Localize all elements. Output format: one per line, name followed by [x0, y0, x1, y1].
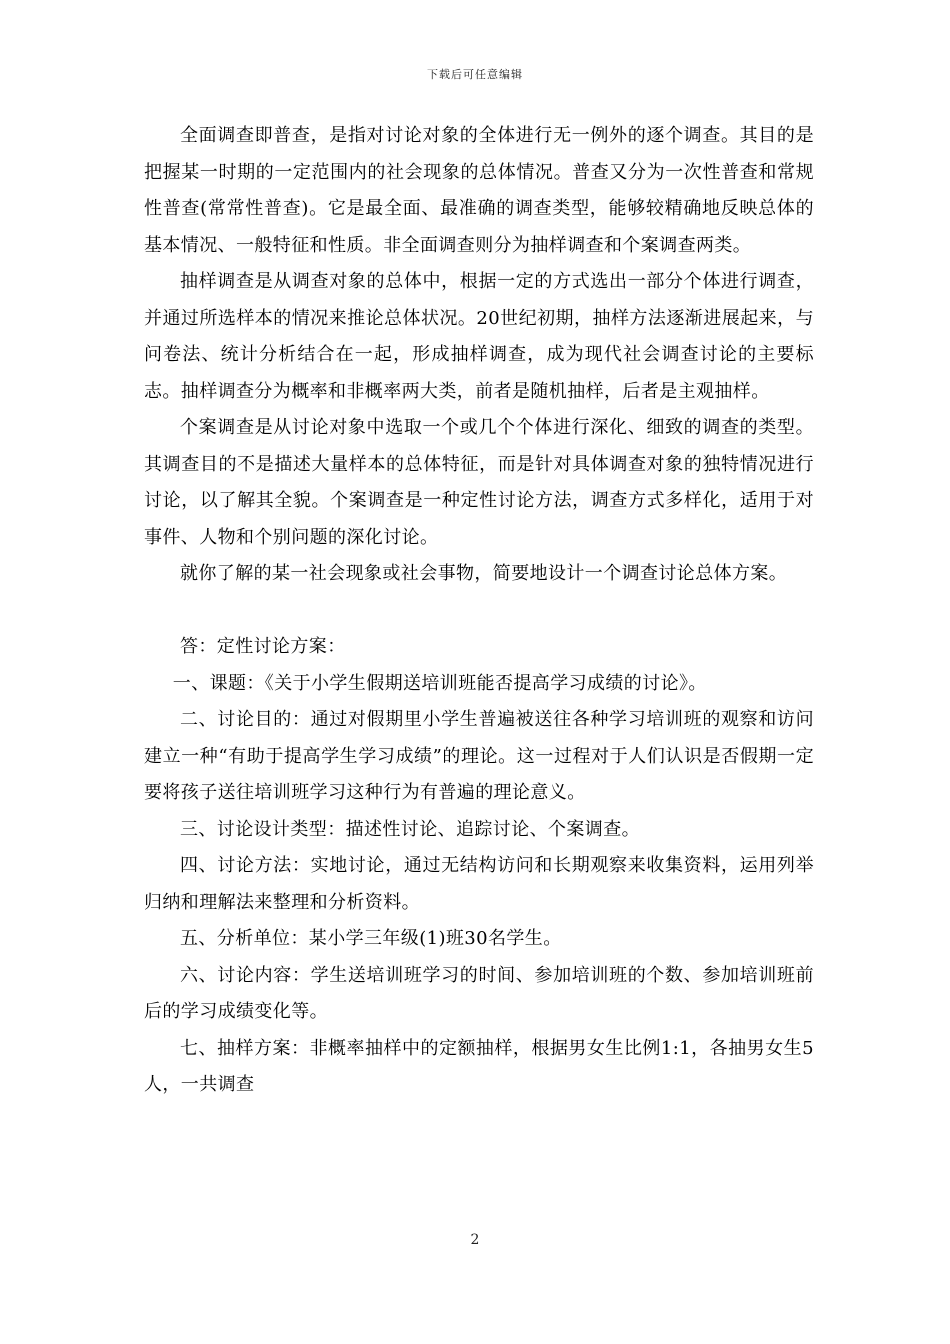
blank-line: [144, 593, 814, 630]
answer-item-design-type: 三、讨论设计类型：描述性讨论、追踪讨论、个案调查。: [180, 818, 640, 840]
answer-item-topic: 一、课题：《关于小学生假期送培训班能否提高学习成绩的讨论》。: [172, 672, 707, 694]
answer-item-content: 六、讨论内容：学生送培训班学习的时间、参加培训班的个数、参加培训班前后的学习成绩变化等。: [144, 964, 814, 1022]
answer-item-purpose: 二、讨论目的：通过对假期里小学生普遍被送往各种学习培训班的观察和访问建立一种“有助于提高学生学习成绩”的理论。这一过程对于人们认识是否假期一定要将孩子送往培训班学习这种行为有普遍的理论意义。: [144, 709, 814, 803]
answer-item-method: 四、讨论方法：实地讨论，通过无结构访问和长期观察来收集资料，运用列举归纳和理解法来整理和分析资料。: [144, 855, 814, 913]
answer-item-unit: 五、分析单位：某小学三年级(1)班30名学生。: [180, 928, 562, 949]
page-header: 下载后可任意编辑: [427, 68, 523, 81]
document-body: [144, 118, 814, 1104]
paragraph-census: 全面调查即普查，是指对讨论对象的全体进行无一例外的逐个调查。其目的是把握某一时期的一定范围内的社会现象的总体情况。普查又分为一次性普查和常规性普查(常常性普查)。它是最全面、最准确的调查类型，能够较精确地反映总体的基本情况、一般特征和性质。非全面调查则分为抽样调查和个案调查两类。: [144, 125, 814, 256]
answer-heading: 答：定性讨论方案：: [180, 636, 346, 657]
paragraph-case-study: 个案调查是从讨论对象中选取一个或几个个体进行深化、细致的调查的类型。其调查目的不是描述大量样本的总体特征，而是针对具体调查对象的独特情况进行讨论，以了解其全貌。个案调查是一种定性讨论方法，调查方式多样化，适用于对事件、人物和个别问题的深化讨论。: [144, 417, 814, 548]
page-number: 2: [470, 1232, 480, 1248]
question-prompt: 就你了解的某一社会现象或社会事物，简要地设计一个调查讨论总体方案。: [180, 563, 788, 584]
answer-item-sampling-plan: 七、抽样方案：非概率抽样中的定额抽样，根据男女生比例1:1，各抽男女生5人，一共调查: [144, 1037, 814, 1095]
paragraph-sampling: 抽样调查是从调查对象的总体中，根据一定的方式选出一部分个体进行调查，并通过所选样本的情况来推论总体状况。20世纪初期，抽样方法逐渐进展起来，与问卷法、统计分析结合在一起，形成抽样调查，成为现代社会调查讨论的主要标志。抽样调查分为概率和非概率两大类，前者是随机抽样，后者是主观抽样。: [144, 271, 814, 402]
